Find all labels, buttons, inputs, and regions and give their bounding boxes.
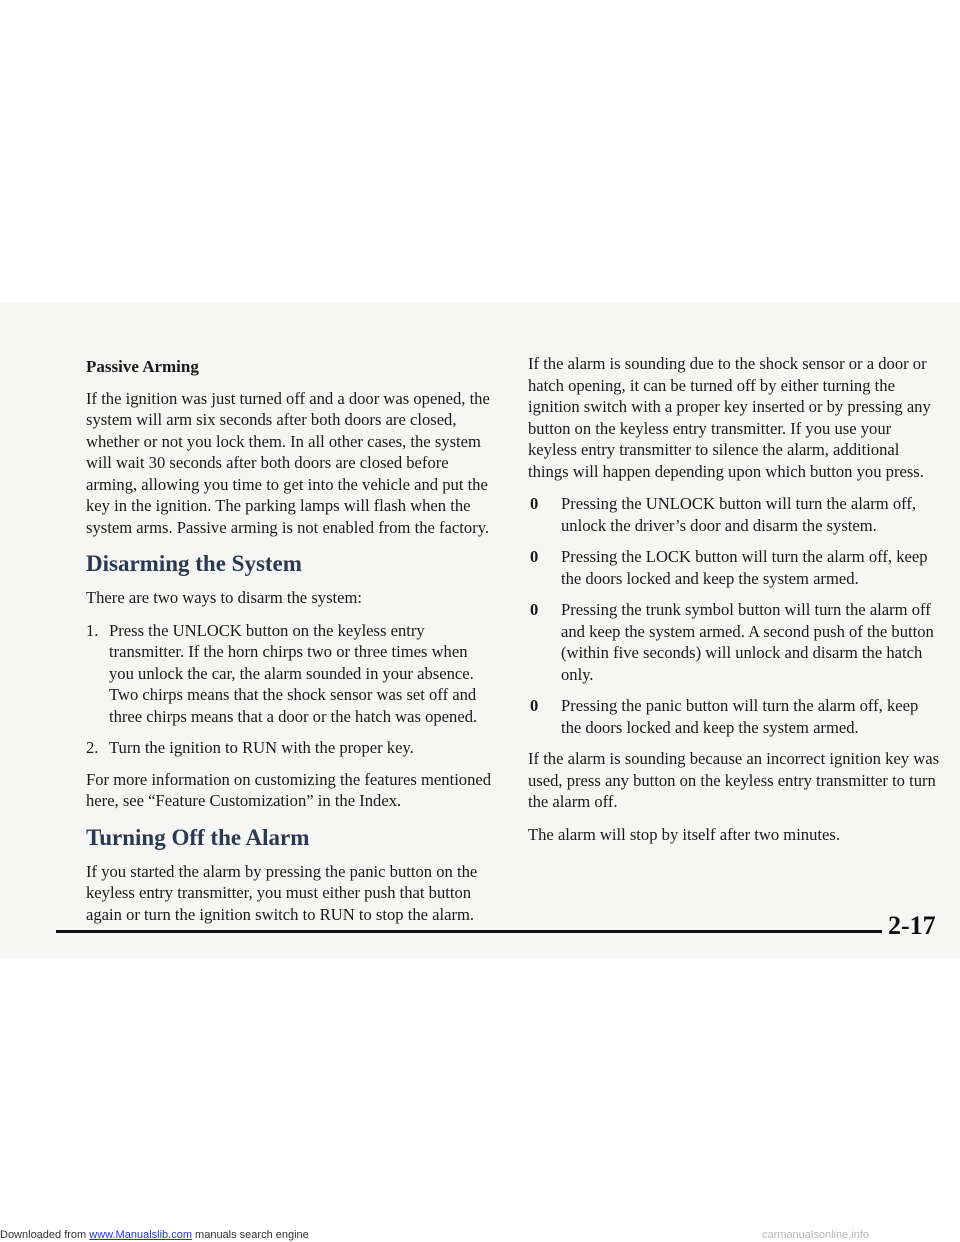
disarming-heading: Disarming the System: [86, 551, 302, 576]
page-number: 2-17: [888, 911, 936, 940]
bullet-marker: 0: [530, 600, 539, 619]
passive-arming-body: If the ignition was just turned off and a door was opened, the system will arm six seconds after both doors are closed, whether or not you lock them. In all other cases, the system will wait 30 seconds after both doors are closed before arming, allowing you time to get into the vehicle and put the key in the ignition. The parking lamps will flash when the system arms. Passive arming is not enabled from the factory.: [86, 388, 490, 537]
list-item: [528, 695, 942, 738]
turning-off-para2: If the alarm is sounding due to the shock sensor or a door or hatch opening, it can be turned off by either turning the ignition switch with a proper key inserted or by pressing any button on the keyless entry transmitter. If you use your keyless entry transmitter to silence the alarm, additional things will happen depending upon which button you press.: [528, 354, 931, 481]
manualslib-link[interactable]: www.Manualslib.com: [89, 1229, 192, 1241]
list-item-text: Turn the ignition to RUN with the proper key.: [109, 738, 414, 757]
list-item: [528, 546, 942, 589]
watermark: carmanualsonline.info: [762, 1229, 870, 1241]
more-info-text: For more information on customizing the features mentioned here, see “Feature Customization” in the Index.: [86, 769, 492, 810]
passive-arming-heading: Passive Arming: [86, 357, 199, 376]
turning-off-para1: If you started the alarm by pressing the panic button on the keyless entry transmitter, you must either push that button again or turn the ignition switch to RUN to stop the alarm.: [86, 861, 478, 924]
list-item-text: Pressing the UNLOCK button will turn the alarm off, unlock the driver’s door and disarm the system.: [561, 494, 917, 535]
turning-off-heading: Turning Off the Alarm: [86, 824, 310, 850]
list-item-text: Pressing the panic button will turn the alarm off, keep the doors locked and keep the system armed.: [561, 696, 919, 737]
footer-suffix: manuals search engine: [191, 1229, 309, 1241]
list-item-text: Pressing the trunk symbol button will turn the alarm off and keep the system armed. A second push of the button (within five seconds) will unlock and disarm the hatch only.: [561, 600, 934, 684]
right-column: [528, 353, 942, 856]
bullet-marker: 0: [530, 494, 539, 513]
list-item-text: Pressing the LOCK button will turn the alarm off, keep the doors locked and keep the system armed.: [561, 547, 928, 588]
disarming-intro: There are two ways to disarm the system:: [86, 588, 363, 607]
list-item: [86, 620, 496, 728]
bullet-marker: 0: [530, 696, 539, 715]
list-item: [528, 599, 942, 685]
footer: [0, 1229, 309, 1241]
footer-prefix: Downloaded from: [0, 1229, 90, 1241]
list-item-text: Press the UNLOCK button on the keyless entry transmitter. If the horn chirps two or three times when you unlock the car, the alarm sounded in your absence. Two chirps means that the shock sensor was set off and three chirps means that a door or the hatch was opened.: [109, 620, 478, 726]
list-number: 1.: [86, 620, 99, 640]
turning-off-para3: If the alarm is sounding because an incorrect ignition key was used, press any button on the keyless entry transmitter to turn the alarm off.: [528, 749, 940, 811]
turning-off-para4: The alarm will stop by itself after two minutes.: [528, 824, 840, 844]
bullet-marker: 0: [530, 547, 539, 566]
list-item: [86, 737, 496, 759]
page-divider: [56, 930, 882, 933]
list-number: 2.: [86, 738, 99, 757]
left-column: [86, 356, 496, 936]
list-item: [528, 493, 942, 536]
